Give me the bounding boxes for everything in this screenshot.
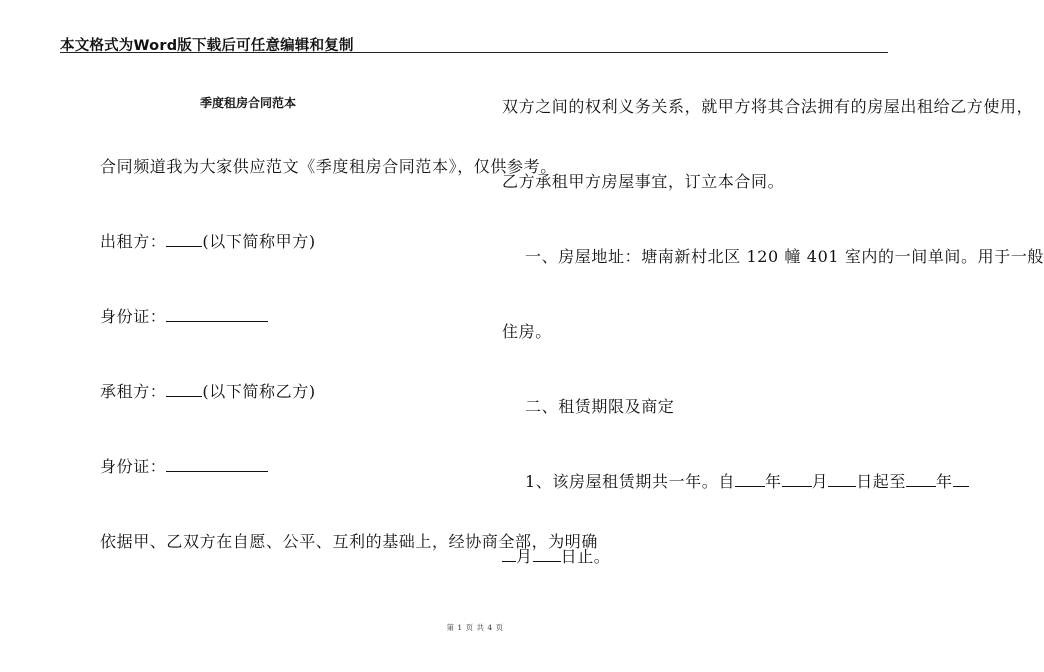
end-trailing-blank — [953, 476, 969, 487]
clause2-heading: 二、租赁期限及商定 — [525, 397, 675, 416]
lessor-blank — [166, 236, 202, 247]
clause1-line2: 住房。 — [502, 322, 552, 341]
lessor-id-label: 身份证： — [100, 307, 167, 326]
header-divider — [60, 52, 888, 53]
lessee-id-label: 身份证： — [100, 457, 167, 476]
page-header-title: 本文格式为Word版下载后可任意编辑和复制 — [60, 38, 354, 54]
start-year-char: 年 — [764, 472, 782, 491]
start-month-blank — [782, 476, 812, 487]
lessor-line — [100, 229, 316, 252]
document-title: 季度租房合同范本 — [200, 96, 297, 110]
lessor-id-line — [100, 304, 268, 327]
intro-paragraph: 合同频道我为大家供应范文《季度租房合同范本》，仅供参考。 — [100, 157, 557, 176]
lessee-id-blank — [166, 461, 268, 472]
lessor-label: 出租方： — [100, 232, 167, 251]
lessee-id-line — [100, 454, 268, 477]
basis-paragraph-line2: 双方之间的权利义务关系，就甲方将其合法拥有的房屋出租给乙方使用， — [502, 97, 1034, 116]
basis-paragraph-line3: 乙方承租甲方房屋事宜，订立本合同。 — [502, 172, 785, 191]
start-day-char: 日起至 — [856, 472, 907, 491]
lessee-line — [100, 379, 316, 402]
lessee-label: 承租方： — [100, 382, 167, 401]
start-day-blank — [828, 476, 856, 487]
start-month-char: 月 — [811, 472, 829, 491]
end-month-char: 月 — [516, 547, 533, 566]
term-prefix: 1、该房屋租赁期共一年。自 — [525, 472, 735, 491]
lessor-suffix: (以下简称甲方) — [202, 232, 316, 251]
term-line2 — [502, 544, 610, 567]
lessee-suffix: (以下简称乙方) — [202, 382, 316, 401]
end-year-char: 年 — [936, 472, 953, 491]
lessee-blank — [166, 386, 202, 397]
basis-paragraph-line1: 依据甲、乙双方在自愿、公平、互利的基础上，经协商全部，为明确 — [100, 532, 599, 551]
lessor-id-blank — [166, 311, 268, 322]
end-month-blank — [502, 551, 516, 562]
term-line1 — [525, 469, 969, 492]
page-footer: 第 1 页 共 4 页 — [446, 623, 504, 632]
clause1-line1: 一、房屋地址：塘南新村北区 120 幢 401 室内的一间单间。用于一般 — [525, 247, 1044, 266]
end-year-blank — [906, 476, 936, 487]
end-day-blank — [533, 551, 561, 562]
start-year-blank — [735, 476, 765, 487]
end-day-char: 日止。 — [560, 547, 611, 566]
